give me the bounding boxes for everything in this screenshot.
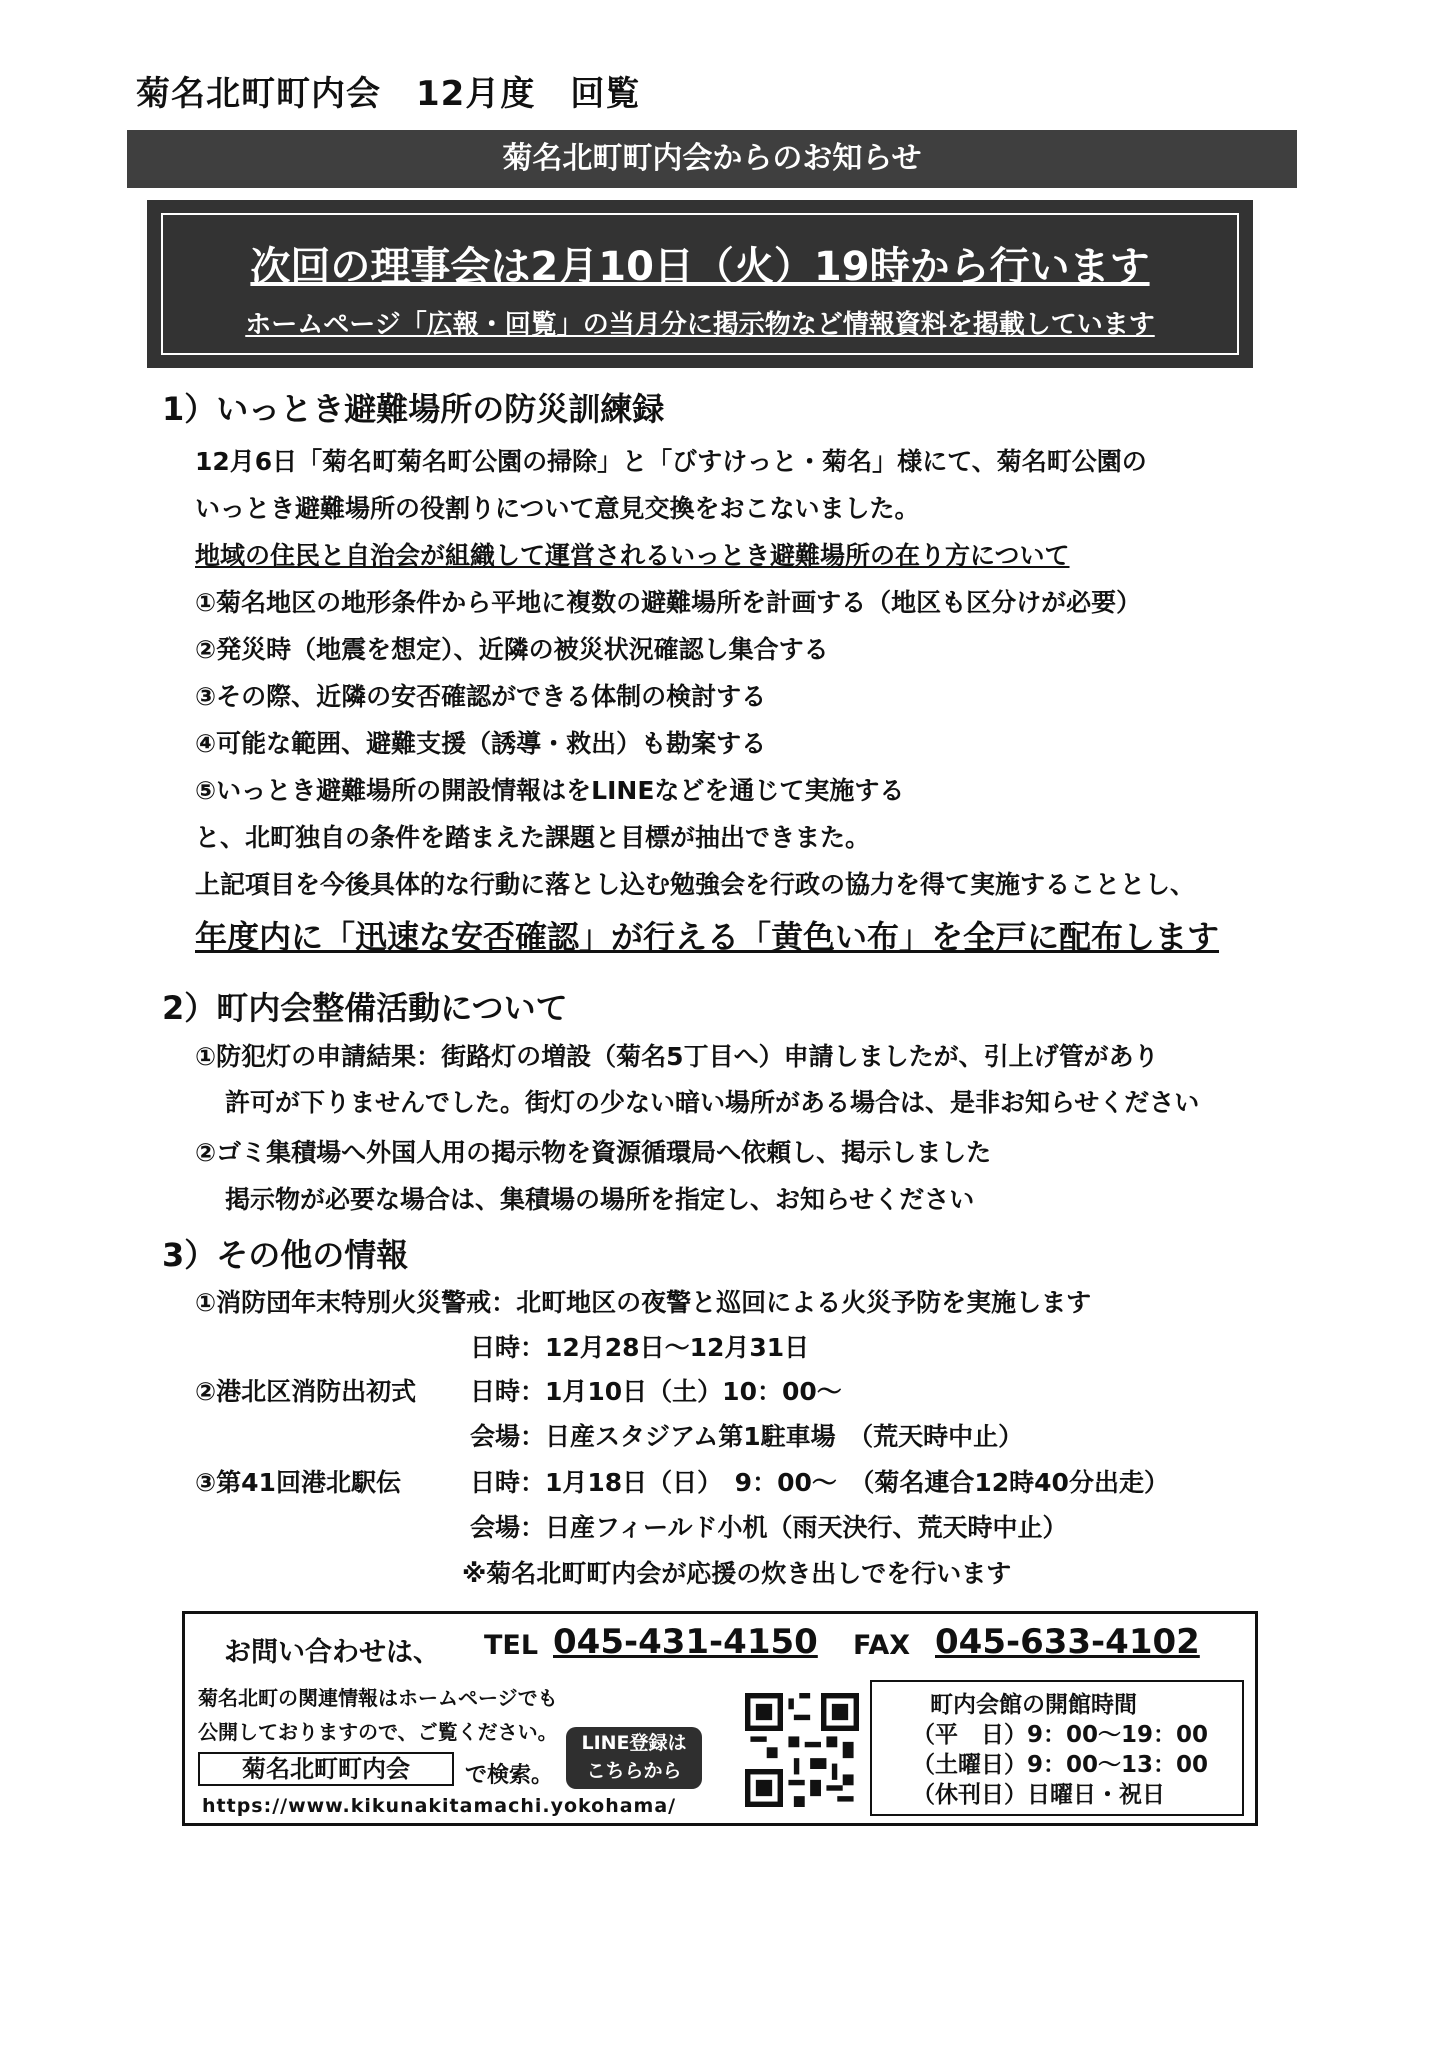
fax-label: FAX bbox=[853, 1630, 911, 1661]
homepage-url[interactable]: https://www.kikunakitamachi.yokohama/ bbox=[202, 1795, 677, 1817]
hours-title: 町内会館の開館時間 bbox=[930, 1692, 1137, 1718]
announcement-banner: 菊名北町町内会からのお知らせ bbox=[127, 130, 1297, 188]
info-line: 公開しておりますので、ご覧ください。 bbox=[198, 1720, 558, 1744]
line-register-badge[interactable] bbox=[566, 1727, 702, 1789]
section2-line: 掲示物が必要な場合は、集積場の場所を指定し、お知らせください bbox=[225, 1185, 975, 1214]
section3-note: ※菊名北町町内会が応援の炊き出しでを行います bbox=[462, 1559, 1012, 1588]
search-suffix: で検索。 bbox=[465, 1763, 554, 1788]
section1-line: いっとき避難場所の役割りについて意見交換をおこないました。 bbox=[195, 494, 920, 523]
section3-item3-venue: 会場：日産フィールド小机（雨天決行、荒天時中止） bbox=[470, 1513, 1068, 1542]
section1-line: ③その際、近隣の安否確認ができる体制の検討する bbox=[195, 682, 767, 711]
section3-item1-date: 日時：12月28日～12月31日 bbox=[470, 1333, 810, 1362]
section3-item2-venue: 会場：日産スタジアム第1駐車場 （荒天時中止） bbox=[470, 1422, 1024, 1451]
notice-sub-text: ホームページ「広報・回覧」の当月分に掲示物など情報資料を掲載しています bbox=[245, 310, 1155, 340]
section3-item1: ①消防団年末特別火災警戒：北町地区の夜警と巡回による火災予防を実施します bbox=[195, 1288, 1092, 1317]
notice-box bbox=[147, 200, 1253, 368]
inquiry-label: お問い合わせは、 bbox=[224, 1637, 440, 1668]
section2-line: 許可が下りませんでした。街灯の少ない暗い場所がある場合は、是非お知らせください bbox=[225, 1088, 1200, 1117]
document-title: 菊名北町町内会 12月度 回覧 bbox=[136, 74, 641, 114]
section1-line: ⑤いっとき避難場所の開設情報はをLINEなどを通じて実施する bbox=[195, 776, 905, 805]
section1-line: ②発災時（地震を想定）、近隣の被災状況確認し集合する bbox=[195, 635, 829, 664]
section2-line: ①防犯灯の申請結果：街路灯の増設（菊名5丁目へ）申請しましたが、引上げ管があり bbox=[195, 1042, 1159, 1071]
section1-heading: 1）いっとき避難場所の防災訓練録 bbox=[162, 390, 665, 428]
hours-row: （休刊日）日曜日・祝日 bbox=[912, 1782, 1165, 1808]
line-badge-text: LINE登録は bbox=[581, 1732, 687, 1754]
section3-item2-date: 日時：1月10日（土）10：00～ bbox=[470, 1377, 842, 1406]
section2-heading: 2）町内会整備活動について bbox=[162, 989, 568, 1027]
section1-line: 12月6日「菊名町菊名町公園の掃除」と「びすけっと・菊名」様にて、菊名町公園の bbox=[195, 447, 1147, 476]
notice-inner-frame bbox=[161, 213, 1239, 355]
section1-line: と、北町独自の条件を踏まえた課題と目標が抽出できまた。 bbox=[195, 823, 871, 852]
section1-emphasis: 年度内に「迅速な安否確認」が行える「黄色い布」を全戸に配布します bbox=[195, 918, 1220, 956]
section1-line: 上記項目を今後具体的な行動に落とし込む勉強会を行政の協力を得て実施することとし、 bbox=[195, 870, 1196, 899]
section3-item3-date: 日時：1月18日（日） 9：00～ （菊名連合12時40分出走） bbox=[470, 1468, 1169, 1497]
section3-heading: 3）その他の情報 bbox=[162, 1236, 409, 1274]
hours-row: （平 日）9：00～19：00 bbox=[912, 1722, 1209, 1748]
section1-line: ④可能な範囲、避難支援（誘導・救出）も勘案する bbox=[195, 729, 767, 758]
hours-row: （土曜日）9：00～13：00 bbox=[912, 1752, 1209, 1778]
section1-line: ①菊名地区の地形条件から平地に複数の避難場所を計画する（地区も区分けが必要） bbox=[195, 588, 1142, 617]
section3-item2-label: ②港北区消防出初式 bbox=[195, 1377, 417, 1406]
section3-item3-label: ③第41回港北駅伝 bbox=[195, 1468, 401, 1497]
hall-hours-box bbox=[870, 1680, 1244, 1816]
line-badge-text: こちらから bbox=[586, 1760, 682, 1782]
info-line: 菊名北町の関連情報はホームページでも bbox=[198, 1686, 558, 1710]
search-keyword-box: 菊名北町町内会 bbox=[198, 1752, 454, 1786]
qr-code-icon[interactable] bbox=[745, 1693, 859, 1807]
fax-number: 045-633-4102 bbox=[935, 1622, 1200, 1662]
tel-label: TEL bbox=[484, 1630, 539, 1661]
notice-main-text: 次回の理事会は2月10日（火）19時から行います bbox=[250, 244, 1150, 290]
section2-line: ②ゴミ集積場へ外国人用の掲示物を資源循環局へ依頼し、掲示しました bbox=[195, 1138, 992, 1167]
tel-number[interactable]: 045-431-4150 bbox=[553, 1622, 818, 1662]
section1-line: 地域の住民と自治会が組織して運営されるいっとき避難場所の在り方について bbox=[195, 541, 1070, 570]
